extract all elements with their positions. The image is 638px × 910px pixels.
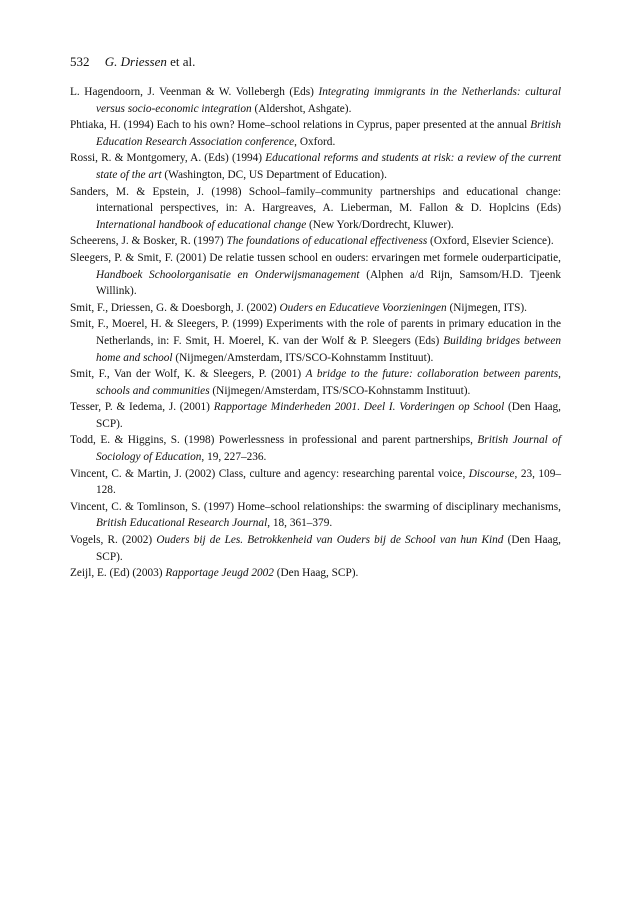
reference-entry xyxy=(70,316,561,366)
running-head-author: G. Driessen xyxy=(104,54,167,69)
reference-text: (Den Haag, SCP). xyxy=(96,401,561,430)
reference-text: Smit, F., Van der Wolf, K. & Sleegers, P. (2001) xyxy=(70,368,306,381)
reference-title: British Journal of Sociology of Education xyxy=(96,434,561,464)
reference-entry xyxy=(70,233,561,250)
reference-text: Vogels, R. (2002) xyxy=(70,534,157,547)
reference-title: International handbook of educational change xyxy=(96,218,307,231)
reference-entry xyxy=(70,117,561,150)
reference-entry xyxy=(70,250,561,300)
reference-title: The foundations of educational effectiveness xyxy=(226,235,428,248)
reference-text: Vincent, C. & Martin, J. (2002) Class, culture and agency: researching parental voice, xyxy=(70,467,469,480)
reference-entry xyxy=(70,565,561,582)
page-number: 532 xyxy=(70,54,90,69)
reference-text: (Nijmegen, ITS). xyxy=(446,301,527,314)
reference-text: Sanders, M. & Epstein, J. (1998) School–family–community partnerships and educational change: international perspectives, in: A. Hargreaves, A. Lieberman, M. Fallon & D. Hoplcins (Eds) xyxy=(70,185,561,215)
reference-title: Handboek Schoolorganisatie en Onderwijsmanagement xyxy=(96,268,360,281)
reference-text: (Aldershot, Ashgate). xyxy=(251,102,352,115)
reference-entry xyxy=(70,366,561,399)
reference-text: Phtiaka, H. (1994) Each to his own? Home–school relations in Cyprus, paper presented at the annual xyxy=(70,119,531,132)
reference-title: British Educational Research Journal xyxy=(96,517,268,530)
reference-text: (Den Haag, SCP). xyxy=(273,567,359,580)
reference-text: (Nijmegen/Amsterdam, ITS/SCO-Kohnstamm Instituut). xyxy=(172,351,434,364)
reference-title: A bridge to the future: collaboration between parents, schools and communities xyxy=(96,368,561,397)
reference-title: Integrating immigrants in the Netherlands: cultural versus socio-economic integration xyxy=(96,86,561,115)
reference-text: Scheerens, J. & Bosker, R. (1997) xyxy=(70,235,227,248)
reference-text: (Alphen a/d Rijn, Samsom/H.D. Tjeenk Willink). xyxy=(96,268,562,298)
reference-title: Rapportage Jeugd 2002 xyxy=(165,567,274,580)
reference-text: (Den Haag, SCP). xyxy=(96,534,561,563)
reference-title: Rapportage Minderheden 2001. Deel I. Vorderingen op School xyxy=(213,401,505,414)
reference-text: Zeijl, E. (Ed) (2003) xyxy=(70,567,166,580)
reference-entry xyxy=(70,466,561,499)
reference-text: Todd, E. & Higgins, S. (1998) Powerlessness in professional and parent partnerships, xyxy=(70,434,478,447)
reference-text: Vincent, C. & Tomlinson, S. (1997) Home–school relationships: the swarming of disciplinary mechanisms, xyxy=(70,500,561,513)
reference-text: , 19, 227–236. xyxy=(201,451,267,464)
reference-title: Building bridges between home and school xyxy=(96,334,561,364)
reference-title: Ouders en Educatieve Voorzieningen xyxy=(279,301,447,314)
running-head xyxy=(70,54,195,70)
reference-text: (Oxford, Elsevier Science). xyxy=(427,235,554,248)
reference-text: , 23, 109–128. xyxy=(96,467,561,497)
reference-text: L. Hagendoorn, J. Veenman & W. Vollebergh (Eds) xyxy=(70,86,319,98)
reference-entry xyxy=(70,300,561,317)
reference-title: British Education Research Association conference xyxy=(96,119,561,148)
reference-title: Educational reforms and students at risk: a review of the current state of the art xyxy=(96,152,561,181)
reference-list xyxy=(70,84,561,582)
reference-text: (New York/Dordrecht, Kluwer). xyxy=(306,218,454,231)
reference-title: Discourse xyxy=(468,467,515,480)
reference-text: Smit, F., Moerel, H. & Sleegers, P. (1999) Experiments with the role of parents in primary education in the Netherlands, in: F. Smit, H. Moerel, K. van der Wolf & P. Sleegers (Eds) xyxy=(70,318,561,347)
reference-title: Ouders bij de Les. Betrokkenheid van Ouders bij de School van hun Kind xyxy=(156,534,504,547)
reference-entry xyxy=(70,399,561,432)
reference-text: , Oxford. xyxy=(294,135,336,148)
reference-entry xyxy=(70,499,561,532)
reference-text: (Nijmegen/Amsterdam, ITS/SCO-Kohnstamm Instituut). xyxy=(209,384,471,397)
reference-text: Tesser, P. & Iedema, J. (2001) xyxy=(70,401,214,414)
reference-text: , 18, 361–379. xyxy=(267,517,333,530)
reference-entry xyxy=(70,532,561,565)
reference-text: (Washington, DC, US Department of Education). xyxy=(161,168,387,181)
reference-entry xyxy=(70,432,561,465)
reference-text: Sleegers, P. & Smit, F. (2001) De relatie tussen school en ouders: ervaringen met formele ouderparticipatie, xyxy=(70,251,561,264)
reference-entry-continued xyxy=(70,84,561,117)
reference-entry xyxy=(70,150,561,183)
running-head-etal: et al. xyxy=(170,54,196,69)
reference-text: Rossi, R. & Montgomery, A. (Eds) (1994) xyxy=(70,152,266,165)
reference-text: Smit, F., Driessen, G. & Doesborgh, J. (2002) xyxy=(70,301,280,314)
reference-entry xyxy=(70,184,561,234)
